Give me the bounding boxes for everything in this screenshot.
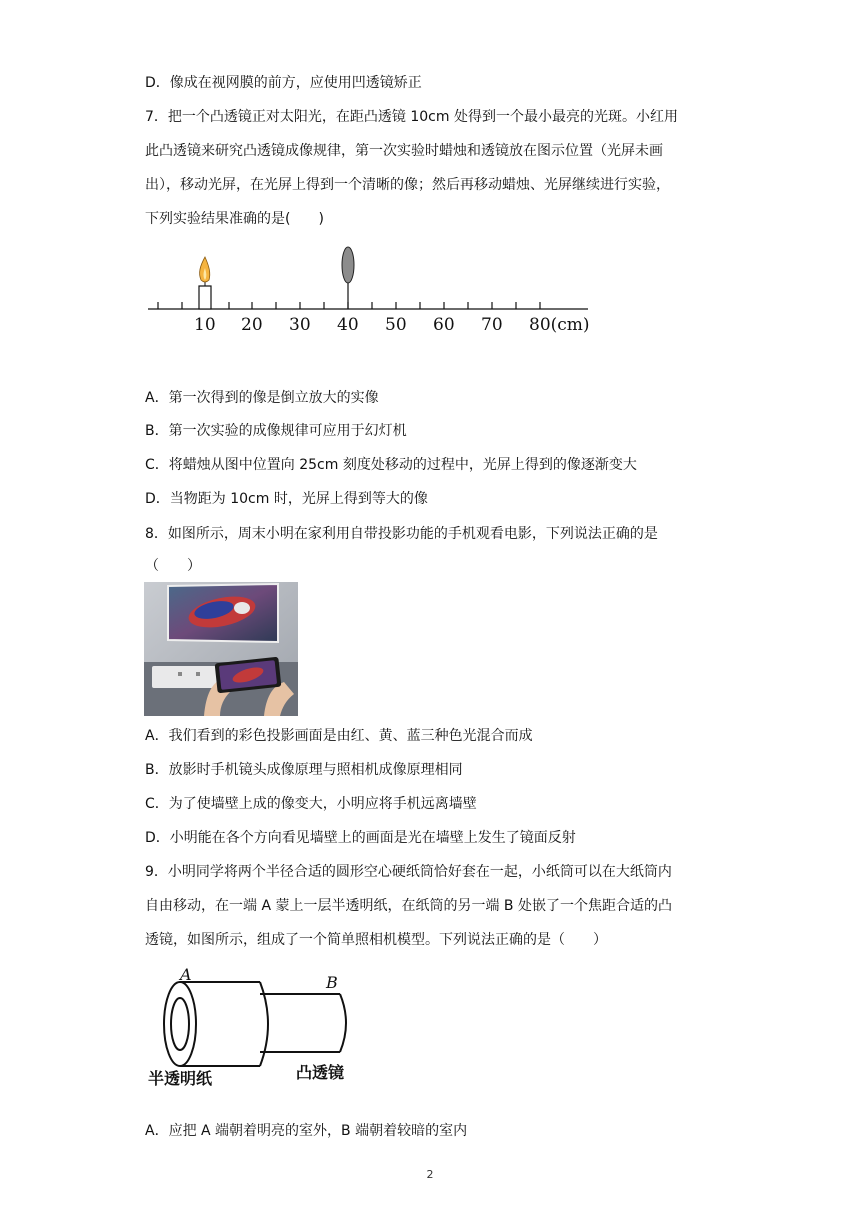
ruler-label-60: 60	[433, 315, 455, 335]
label-b: B	[326, 973, 338, 992]
q6-option-d: D．像成在视网膜的前方，应使用凹透镜矫正	[145, 75, 422, 91]
q7-option-c: C．将蜡烛从图中位置向 25cm 刻度处移动的过程中，光屏上得到的像逐渐变大	[145, 457, 637, 473]
q7-stem-line-3: 出），移动光屏，在光屏上得到一个清晰的像；然后再移动蜡烛、光屏继续进行实验，	[145, 177, 670, 193]
optical-bench-figure	[140, 240, 600, 340]
q8-stem-line-2: （ ）	[145, 558, 201, 574]
convex-lens-icon	[342, 247, 354, 309]
ruler-label-20: 20	[241, 315, 263, 335]
pinhole-camera-model-figure	[140, 966, 380, 1090]
label-translucent-paper: 半透明纸	[148, 1069, 213, 1088]
q7-option-a: A．第一次得到的像是倒立放大的实像	[145, 390, 379, 406]
q7-stem-line-2: 此凸透镜来研究凸透镜成像规律，第一次实验时蜡烛和透镜放在图示位置（光屏未画	[145, 143, 663, 159]
page-number: 2	[426, 1168, 434, 1181]
label-a: A	[180, 966, 192, 984]
q7-option-b: B．第一次实验的成像规律可应用于幻灯机	[145, 423, 407, 439]
q7-option-d: D．当物距为 10cm 时，光屏上得到等大的像	[145, 491, 428, 507]
candle-icon	[199, 257, 211, 309]
q7-stem-line-1: 7．把一个凸透镜正对太阳光，在距凸透镜 10cm 处得到一个最小最亮的光斑。小红用	[145, 109, 678, 125]
ruler-label-10: 10	[194, 315, 216, 335]
ruler-label-80cm: 80(cm)	[529, 315, 590, 335]
q9-stem-line-3: 透镜，如图所示，组成了一个简单照相机模型。下列说法正确的是（ ）	[145, 932, 607, 948]
q9-option-a: A．应把 A 端朝着明亮的室外，B 端朝着较暗的室内	[145, 1123, 468, 1139]
q8-option-a: A．我们看到的彩色投影画面是由红、黄、蓝三种色光混合而成	[145, 728, 533, 744]
q7-stem-line-4: 下列实验结果准确的是( )	[145, 211, 324, 227]
bench-ticks	[158, 302, 540, 309]
q8-option-c: C．为了使墙壁上成的像变大，小明应将手机远离墙壁	[145, 796, 477, 812]
q9-stem-line-1: 9．小明同学将两个半径合适的圆形空心硬纸筒恰好套在一起，小纸筒可以在大纸筒内	[145, 864, 672, 880]
q9-stem-line-2: 自由移动，在一端 A 蒙上一层半透明纸，在纸筒的另一端 B 处嵌了一个焦距合适的凸	[145, 898, 672, 914]
ruler-label-50: 50	[385, 315, 407, 335]
q8-option-d: D．小明能在各个方向看见墙壁上的画面是光在墙壁上发生了镜面反射	[145, 830, 576, 846]
q8-option-b: B．放影时手机镜头成像原理与照相机成像原理相同	[145, 762, 463, 778]
ruler-label-40: 40	[337, 315, 359, 335]
q8-stem-line-1: 8．如图所示，周末小明在家利用自带投影功能的手机观看电影，下列说法正确的是	[145, 526, 658, 542]
label-convex-lens: 凸透镜	[296, 1063, 345, 1082]
ruler-label-30: 30	[289, 315, 311, 335]
projected-image	[168, 584, 278, 642]
ruler-label-70: 70	[481, 315, 503, 335]
phone-projector-photo	[144, 582, 298, 716]
